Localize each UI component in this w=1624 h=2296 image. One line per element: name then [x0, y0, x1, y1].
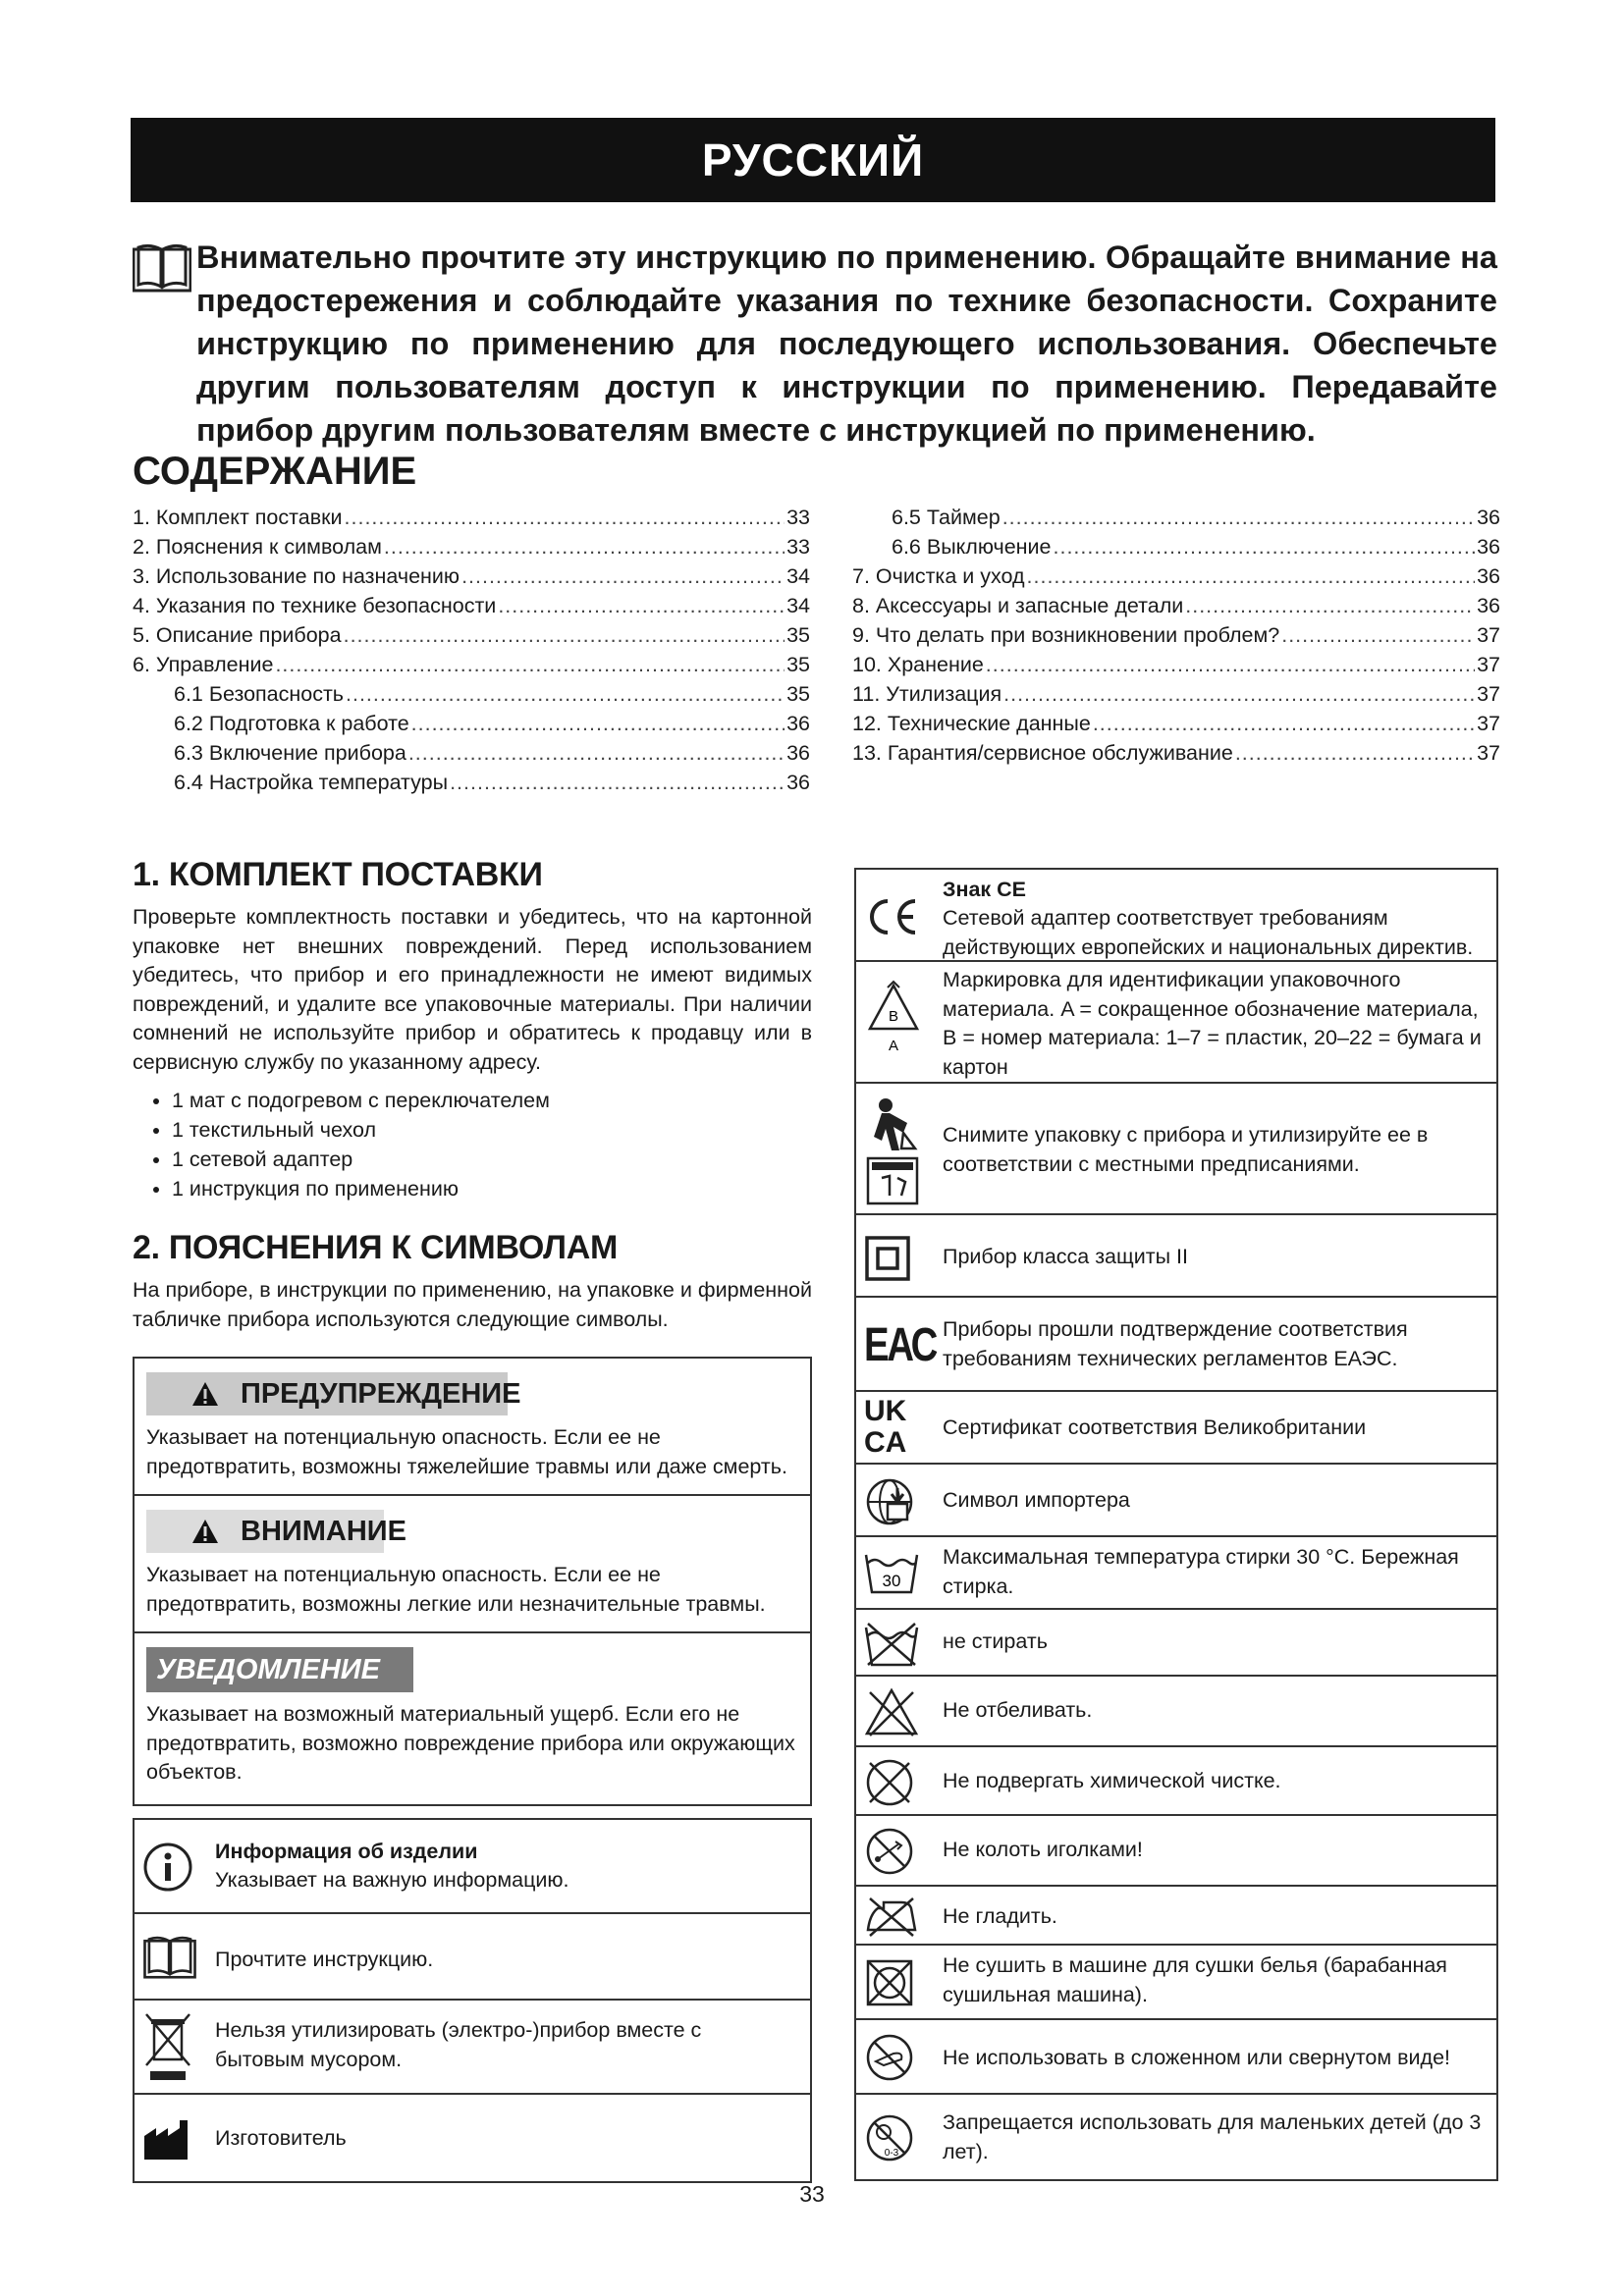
symbol-row [856, 2018, 1496, 2095]
symbol-text: Не отбеливать. [943, 1698, 1093, 1722]
right-symbol-table [854, 868, 1498, 2181]
symbol-row [856, 1745, 1496, 1816]
symbol-row [856, 1675, 1496, 1747]
toc-leader [450, 768, 785, 797]
toc-entry-label: 12. Технические данные [852, 712, 1091, 735]
toc-entry [133, 679, 810, 709]
toc-entry [133, 503, 810, 532]
wash-30-icon [864, 1549, 919, 1594]
toc-entry [852, 738, 1500, 768]
toc-entry [852, 709, 1500, 738]
notice-heading: УВЕДОМЛЕНИЕ [146, 1647, 413, 1692]
symbol-title: Знак CE [943, 878, 1027, 901]
symbol-text: Запрещается использовать для маленьких детей (до 3 лет). [943, 2110, 1482, 2163]
symbol-text: Прибор класса защиты II [943, 1245, 1188, 1268]
symbol-row [856, 870, 1496, 962]
toc-entry-page: 33 [786, 506, 810, 529]
toc-entry-page: 37 [1477, 741, 1500, 765]
toc-right-column [852, 503, 1500, 768]
book-icon [133, 243, 191, 293]
symbol-text: Не гладить. [943, 1904, 1057, 1928]
left-symbol-table [133, 1818, 812, 2183]
ukca-mark-icon [864, 1396, 906, 1459]
symbol-row [856, 960, 1496, 1084]
toc-entry-page: 35 [786, 623, 810, 647]
ce-mark-icon [864, 897, 921, 936]
toc-entry-label: 11. Утилизация [852, 682, 1002, 706]
toc-leader [461, 561, 785, 591]
no-pins-icon [864, 1826, 915, 1877]
list-item: • 1 инструкция по применению [172, 1174, 810, 1203]
warning-triangle-icon [191, 1519, 219, 1544]
symbol-text: Изготовитель [215, 2126, 347, 2150]
toc-leader [275, 650, 785, 679]
protection-class-ii-icon [864, 1235, 911, 1282]
symbol-row [856, 1944, 1496, 2020]
caution-heading [144, 1510, 406, 1553]
toc-entry-page: 36 [1477, 594, 1500, 617]
symbol-text: Снимите упаковку с прибора и утилизируйте ее в соответствии с местными предписаниями. [943, 1123, 1429, 1176]
wash-temperature-label: 30 [882, 1572, 901, 1590]
toc-entry-label: 6.2 Подготовка к работе [174, 712, 409, 735]
factory-icon [142, 2118, 197, 2162]
toc-leader [1027, 561, 1476, 591]
toc-entry [133, 709, 810, 738]
toc-entry-label: 4. Указания по технике безопасности [133, 594, 497, 617]
symbol-row [135, 1912, 810, 2001]
toc-leader [986, 650, 1475, 679]
list-item: • 1 текстильный чехол [172, 1115, 810, 1145]
not-for-children-icon [864, 2112, 915, 2163]
toc-leader [1003, 679, 1475, 709]
toc-entry-page: 36 [1477, 564, 1500, 588]
children-age-label: 0-3 [884, 2148, 899, 2159]
recycling-inner-label: B [888, 1008, 899, 1025]
toc-entry-label: 6. Управление [133, 653, 274, 676]
symbol-row [856, 1390, 1496, 1465]
do-not-fold-icon [864, 2032, 915, 2083]
list-item: • 1 сетевой адаптер [172, 1145, 810, 1174]
toc-entry-label: 6.1 Безопасность [174, 682, 345, 706]
toc-leader [384, 532, 785, 561]
toc-entry-page: 36 [1477, 506, 1500, 529]
crossed-bin-icon [142, 2010, 193, 2083]
warning-heading [144, 1372, 520, 1415]
symbol-text: Не колоть иголками! [943, 1838, 1143, 1861]
toc-leader [1093, 709, 1475, 738]
list-item: • 1 мат с подогревом с переключателем [172, 1086, 810, 1115]
toc-entry-page: 33 [786, 535, 810, 559]
info-icon [142, 1842, 193, 1893]
section-1-text: Проверьте комплектность поставки и убедитесь, что на картонной упаковке нет внешних повреждений. Перед использованием убедитесь, что прибор и его принадлежности не имеют видимых повреждений, и удалите все упаковочные материалы. При наличии сомнений не используйте прибор и обратитесь к продавцу или в сервисную службу по указанному адресу. [133, 905, 812, 1074]
symbol-text: Не сушить в машине для сушки белья (барабанная сушильная машина). [943, 1953, 1447, 2006]
symbol-text: Символ импортера [943, 1488, 1130, 1512]
symbol-text: Приборы прошли подтверждение соответствия требованиям технических регламентов ЕАЭС. [943, 1317, 1408, 1370]
toc-entry-page: 37 [1477, 712, 1500, 735]
symbol-row [856, 1213, 1496, 1298]
warning-heading-label: ПРЕДУПРЕЖДЕНИЕ [241, 1378, 521, 1410]
symbol-row [856, 1814, 1496, 1887]
toc-entry [852, 561, 1500, 591]
caution-text: Указывает на потенциальную опасность. Если ее не предотвратить, возможны легкие или незначительные травмы. [146, 1563, 766, 1616]
section-1-title: 1. КОМПЛЕКТ ПОСТАВКИ [133, 856, 543, 893]
caution-heading-label: ВНИМАНИЕ [241, 1516, 406, 1547]
symbol-text: Прочтите инструкцию. [215, 1948, 434, 1971]
symbol-row [856, 1608, 1496, 1677]
language-banner: РУССКИЙ [131, 118, 1495, 202]
do-not-tumble-dry-icon [864, 1957, 915, 2008]
toc-entry-label: 6.6 Выключение [892, 535, 1052, 559]
symbol-row [856, 1535, 1496, 1610]
recycling-below-label: A [888, 1038, 899, 1054]
toc-entry-label: 6.3 Включение прибора [174, 741, 406, 765]
toc-entry-page: 37 [1477, 653, 1500, 676]
toc-entry-page: 37 [1477, 682, 1500, 706]
ukca-bottom: CA [864, 1426, 907, 1459]
intro-paragraph: Внимательно прочтите эту инструкцию по применению. Обращайте внимание на предостережения и соблюдайте указания по технике безопасности. Сохраните инструкцию по применению для последующего использования. Обеспечьте другим пользователям доступ к инструкции по применению. Передавайте прибор другим пользователям вместе с инструкцией по применению. [196, 240, 1497, 448]
symbol-text: Не использовать в сложенном или свернутом виде! [943, 2046, 1451, 2069]
do-not-wash-icon [864, 1622, 919, 1667]
delivery-list [133, 1086, 810, 1203]
eac-mark-icon: ЕАС [864, 1319, 936, 1371]
toc-entry-label: 13. Гарантия/сервисное обслуживание [852, 741, 1233, 765]
toc-entry [852, 591, 1500, 620]
symbol-title: Информация об изделии [215, 1840, 478, 1863]
toc-entry-label: 7. Очистка и уход [852, 564, 1025, 588]
toc-entry [852, 650, 1500, 679]
symbol-text: Маркировка для идентификации упаковочного материала. A = сокращенное обозначение материала, B = номер материала: 1–7 = пластик, 20–22 = бумага и картон [943, 968, 1482, 1079]
symbol-row [856, 1082, 1496, 1215]
notice-row [135, 1633, 810, 1804]
toc-entry-page: 36 [1477, 535, 1500, 559]
toc-entry-label: 1. Комплект поставки [133, 506, 343, 529]
toc-leader [1235, 738, 1475, 768]
toc-entry [852, 503, 1500, 532]
toc-entry-page: 36 [786, 741, 810, 765]
toc-leader [408, 738, 785, 768]
do-not-bleach-icon [864, 1686, 919, 1737]
symbol-text: Указывает на важную информацию. [215, 1868, 569, 1892]
toc-entry [133, 532, 810, 561]
toc-entry-label: 2. Пояснения к символам [133, 535, 382, 559]
toc-entry-page: 34 [786, 564, 810, 588]
section-2-text: На приборе, в инструкции по применению, на упаковке и фирменной табличке прибора используются следующие символы. [133, 1278, 812, 1331]
symbol-text: Сетевой адаптер соответствует требованиям действующих европейских и национальных директив. [943, 906, 1474, 959]
toc-leader [344, 620, 785, 650]
toc-entry [133, 650, 810, 679]
symbol-row [856, 2093, 1496, 2181]
symbol-row [135, 1820, 810, 1914]
toc-title: СОДЕРЖАНИЕ [133, 450, 417, 493]
toc-entry-page: 35 [786, 653, 810, 676]
toc-entry-page: 34 [786, 594, 810, 617]
page-number: 33 [799, 2181, 825, 2207]
toc-entry-page: 36 [786, 712, 810, 735]
toc-leader [1281, 620, 1475, 650]
toc-entry-page: 37 [1477, 623, 1500, 647]
toc-entry-label: 10. Хранение [852, 653, 984, 676]
symbol-text: Максимальная температура стирки 30 °C. Бережная стирка. [943, 1545, 1459, 1598]
symbol-text: Нельзя утилизировать (электро-)прибор вместе с бытовым мусором. [215, 2018, 702, 2071]
toc-entry-label: 6.5 Таймер [892, 506, 1001, 529]
toc-entry-label: 5. Описание прибора [133, 623, 342, 647]
symbol-row [135, 2093, 810, 2183]
toc-entry-page: 35 [786, 682, 810, 706]
toc-left-column [133, 503, 810, 797]
symbol-text: Сертификат соответствия Великобритании [943, 1415, 1367, 1439]
caution-row [135, 1496, 810, 1633]
toc-leader [346, 679, 785, 709]
toc-entry [852, 532, 1500, 561]
symbol-row [856, 1463, 1496, 1537]
do-not-dry-clean-icon [864, 1757, 915, 1808]
toc-leader [411, 709, 785, 738]
toc-entry-label: 9. Что делать при возникновении проблем? [852, 623, 1280, 647]
toc-entry-page: 36 [786, 771, 810, 794]
toc-entry-label: 6.4 Настройка температуры [174, 771, 449, 794]
toc-leader [345, 503, 785, 532]
toc-leader [1185, 591, 1475, 620]
signal-words-box [133, 1357, 812, 1806]
symbol-text: не стирать [943, 1629, 1048, 1653]
toc-leader [498, 591, 785, 620]
toc-entry [133, 738, 810, 768]
symbol-text: Не подвергать химической чистке. [943, 1769, 1281, 1792]
toc-entry-label: 3. Использование по назначению [133, 564, 460, 588]
symbol-row [135, 1999, 810, 2095]
toc-entry [852, 620, 1500, 650]
toc-leader [1002, 503, 1475, 532]
notice-text: Указывает на возможный материальный ущерб. Если его не предотвратить, возможно повреждение прибора или окружающих объектов. [146, 1702, 795, 1785]
toc-entry [133, 768, 810, 797]
packaging-disposal-icon [864, 1094, 923, 1209]
symbol-row [856, 1296, 1496, 1392]
ukca-top: UK [864, 1395, 907, 1427]
section-2-title: 2. ПОЯСНЕНИЯ К СИМВОЛАМ [133, 1229, 618, 1266]
toc-leader [1054, 532, 1476, 561]
toc-entry [133, 620, 810, 650]
toc-entry [133, 591, 810, 620]
book-icon [142, 1936, 197, 1979]
do-not-iron-icon [864, 1895, 919, 1938]
toc-entry-label: 8. Аксессуары и запасные детали [852, 594, 1184, 617]
toc-entry [852, 679, 1500, 709]
toc-entry [133, 561, 810, 591]
warning-triangle-icon [191, 1381, 219, 1407]
symbol-row [856, 1885, 1496, 1946]
warning-text: Указывает на потенциальную опасность. Если ее не предотвратить, возможны тяжелейшие травмы или даже смерть. [146, 1425, 787, 1478]
recycling-triangle-icon [864, 980, 923, 1066]
warning-row [135, 1359, 810, 1496]
importer-icon [864, 1476, 915, 1527]
